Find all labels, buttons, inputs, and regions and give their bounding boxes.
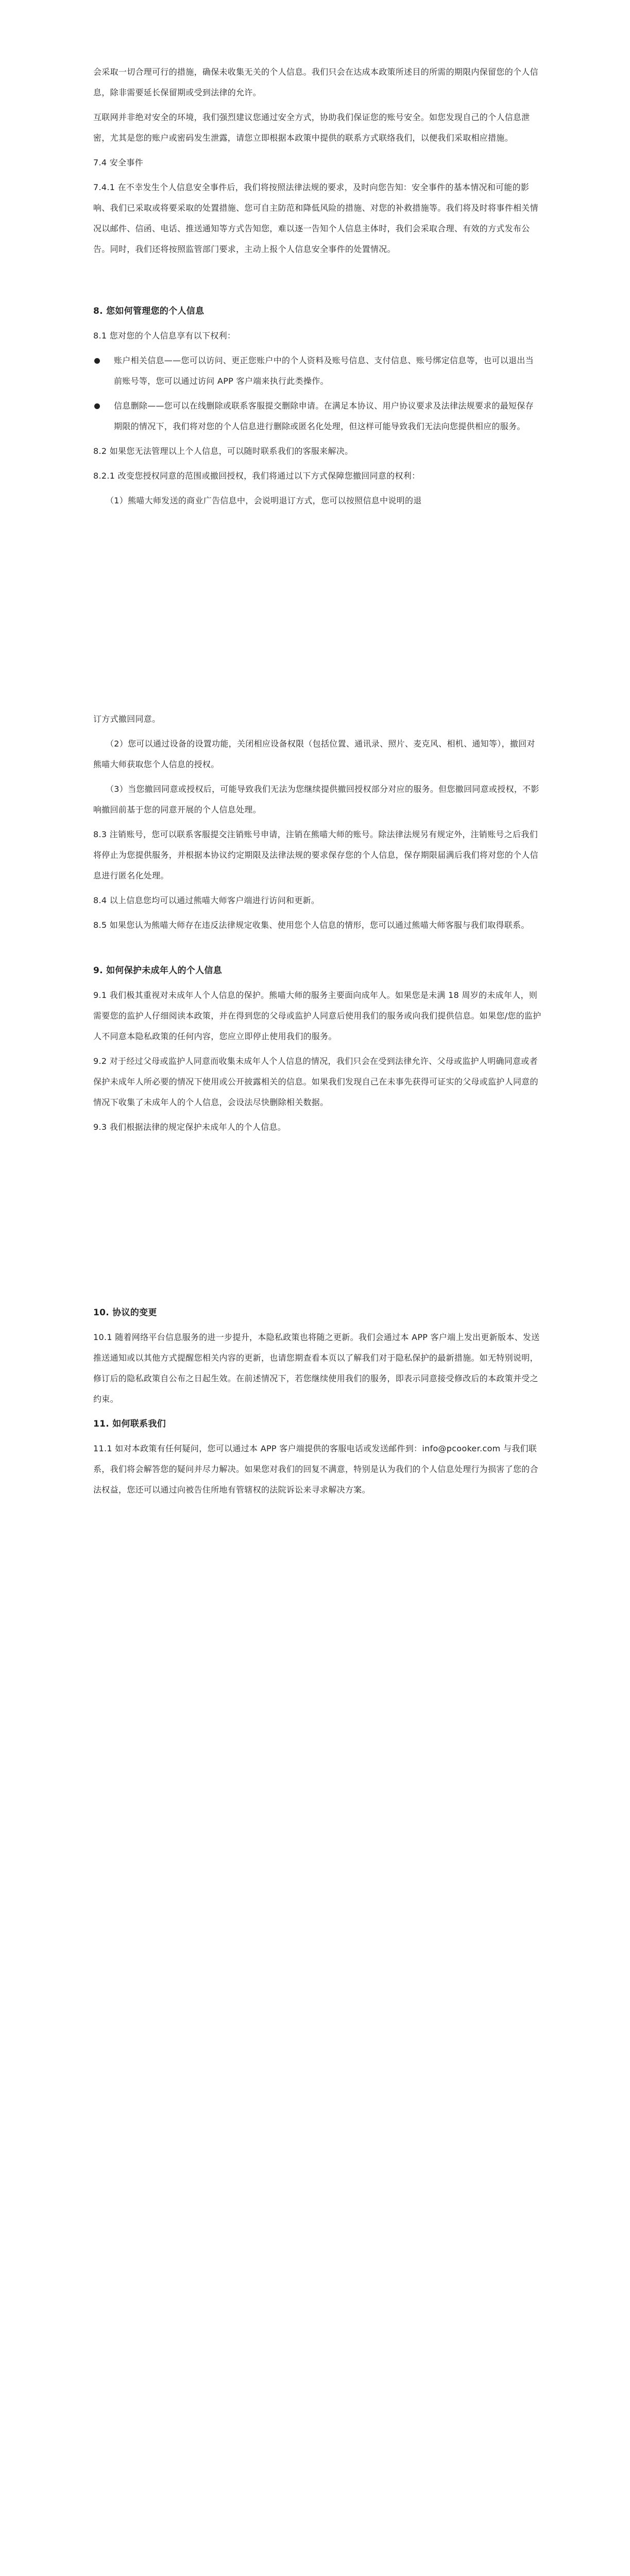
section-title-10: 10. 协议的变更 [93,1308,157,1318]
paragraph-10-1: 10.1 随着网络平台信息服务的进一步提升，本隐私政策也将随之更新。我们会通过本 APP 客户端上发出更新版本、发送推送通知或以其他方式提醒您相关内容的更新，也请您期查看本页以了解我们对于隐私保护的最新措施。如无特别说明，修订后的隐私政策自公布之日起生效。在前述情况下，若您继续使用我们的服务，即表示同意接受修改后的本政策并受之约束。 [93,1332,540,1404]
paragraph-9-3: 9.3 我们根据法律的规定保护未成年人的个人信息。 [93,1122,286,1132]
paragraph-8-2-1-item-3: （3）当您撤回同意或授权后，可能导致我们无法为您继续提供撤回授权部分对应的服务。但您撤回同意或授权，不影响撤回前基于您的同意开展的个人信息处理。 [93,784,539,815]
section-title-11: 11. 如何联系我们 [93,1419,166,1429]
blank-gap-2 [93,1138,541,1302]
subheading-7-4: 7.4 安全事件 [93,158,143,167]
bullet-info-deletion: 信息删除——您可以在线删除或联系客服提交删除申请。在满足本协议、用户协议要求及法律法规要求的最短保存期限的情况下，我们将对您的个人信息进行删除或匿名化处理，但这样可能导致我们无法向您提供相应的服务。 [93,396,541,437]
paragraph-8-4: 8.4 以上信息您均可以通过熊喵大师客户端进行访问和更新。 [93,895,320,905]
paragraph-8-2: 8.2 如果您无法管理以上个人信息，可以随时联系我们的客服来解决。 [93,446,353,456]
section-title-9: 9. 如何保护未成年人的个人信息 [93,965,223,976]
paragraph-8-2-1-item-2: （2）您可以通过设备的设置功能，关闭相应设备权限（包括位置、通讯录、照片、麦克风、相机、通知等），撤回对熊喵大师获取您个人信息的授权。 [93,739,535,769]
paragraph-9-1: 9.1 我们极其重视对未成年人个人信息的保护。熊喵大师的服务主要面向成年人。如果您是未满 18 周岁的未成年人，则需要您的监护人仔细阅读本政策，并在得到您的父母或监护人同意后使用我们的服务或向我们提供信息。如果您/您的监护人不同意本隐私政策的任何内容，您应立即停止使用我们的服务。 [93,990,541,1041]
bullet-account-info: 账户相关信息——您可以访问、更正您账户中的个人资料及账号信息、支付信息、账号绑定信息等，也可以退出当前账号等，您可以通过访问 APP 客户端来执行此类操作。 [93,350,541,392]
paragraph-7-4-1: 7.4.1 在不幸发生个人信息安全事件后，我们将按照法律法规的要求，及时向您告知：安全事件的基本情况和可能的影响、我们已采取或将要采取的处置措施、您可自主防范和降低风险的措施、对您的补救措施等。我们将及时将事件相关情况以邮件、信函、电话、推送通知等方式告知您，难以逐一告知个人信息主体时，我们会采取合理、有效的方式发布公告。同时，我们还将按照监管部门要求，主动上报个人信息安全事件的处置情况。 [93,182,538,254]
section-title-8: 8. 您如何管理您的个人信息 [93,306,205,316]
privacy-policy-document [93,62,541,1500]
paragraph-11-1: 11.1 如对本政策有任何疑问，您可以通过本 APP 客户端提供的客服电话或发送邮件到：info@pcooker.com 与我们联系，我们将会解答您的疑问并尽力解决。如果您对我们的回复不满意，特别是认为我们的个人信息处理行为损害了您的合法权益，您还可以通过向被告住所地有管辖权的法院诉讼来寻求解决方案。 [93,1444,538,1495]
paragraph-8-2-1: 8.2.1 改变您授权同意的范围或撤回授权，我们将通过以下方式保障您撤回同意的权利： [93,471,420,481]
paragraph-8-1: 8.1 您对您的个人信息享有以下权利： [93,331,236,341]
paragraph-8-2-1-item-1-start: （1）熊喵大师发送的商业广告信息中，会说明退订方式，您可以按照信息中说明的退 [106,496,422,505]
paragraph-8-3: 8.3 注销账号，您可以联系客服提交注销账号申请，注销在熊喵大师的账号。除法律法规另有规定外，注销账号之后我们将停止为您提供服务，并根据本协议约定期限及法律法规的要求保存您的个人信息，保存期限届满后我们将对您的个人信息进行匿名化处理。 [93,829,538,880]
paragraph-9-2: 9.2 对于经过父母或监护人同意而收集未成年人个人信息的情况，我们只会在受到法律允许、父母或监护人明确同意或者保护未成年人所必要的情况下使用或公开披露相关的信息。如果我们发现自己在未事先获得可证实的父母或监护人同意的情况下收集了未成年人的个人信息，会设法尽快删除相关数据。 [93,1056,538,1107]
paragraph-8-2-1-item-1-end: 订方式撤回同意。 [93,714,161,724]
paragraph-8-5: 8.5 如果您认为熊喵大师存在违反法律规定收集、使用您个人信息的情形，您可以通过熊喵大师客服与我们取得联系。 [93,920,530,930]
paragraph-account-security: 互联网并非绝对安全的环境，我们强烈建议您通过安全方式，协助我们保证您的账号安全。如您发现自己的个人信息泄密，尤其是您的账户或密码发生泄露，请您立即根据本政策中提供的联系方式联络我们，以便我们采取相应措施。 [93,112,530,143]
blank-gap [93,511,541,709]
paragraph-data-retention: 会采取一切合理可行的措施，确保未收集无关的个人信息。我们只会在达成本政策所述目的所需的期限内保留您的个人信息，除非需要延长保留期或受到法律的允许。 [93,67,538,97]
